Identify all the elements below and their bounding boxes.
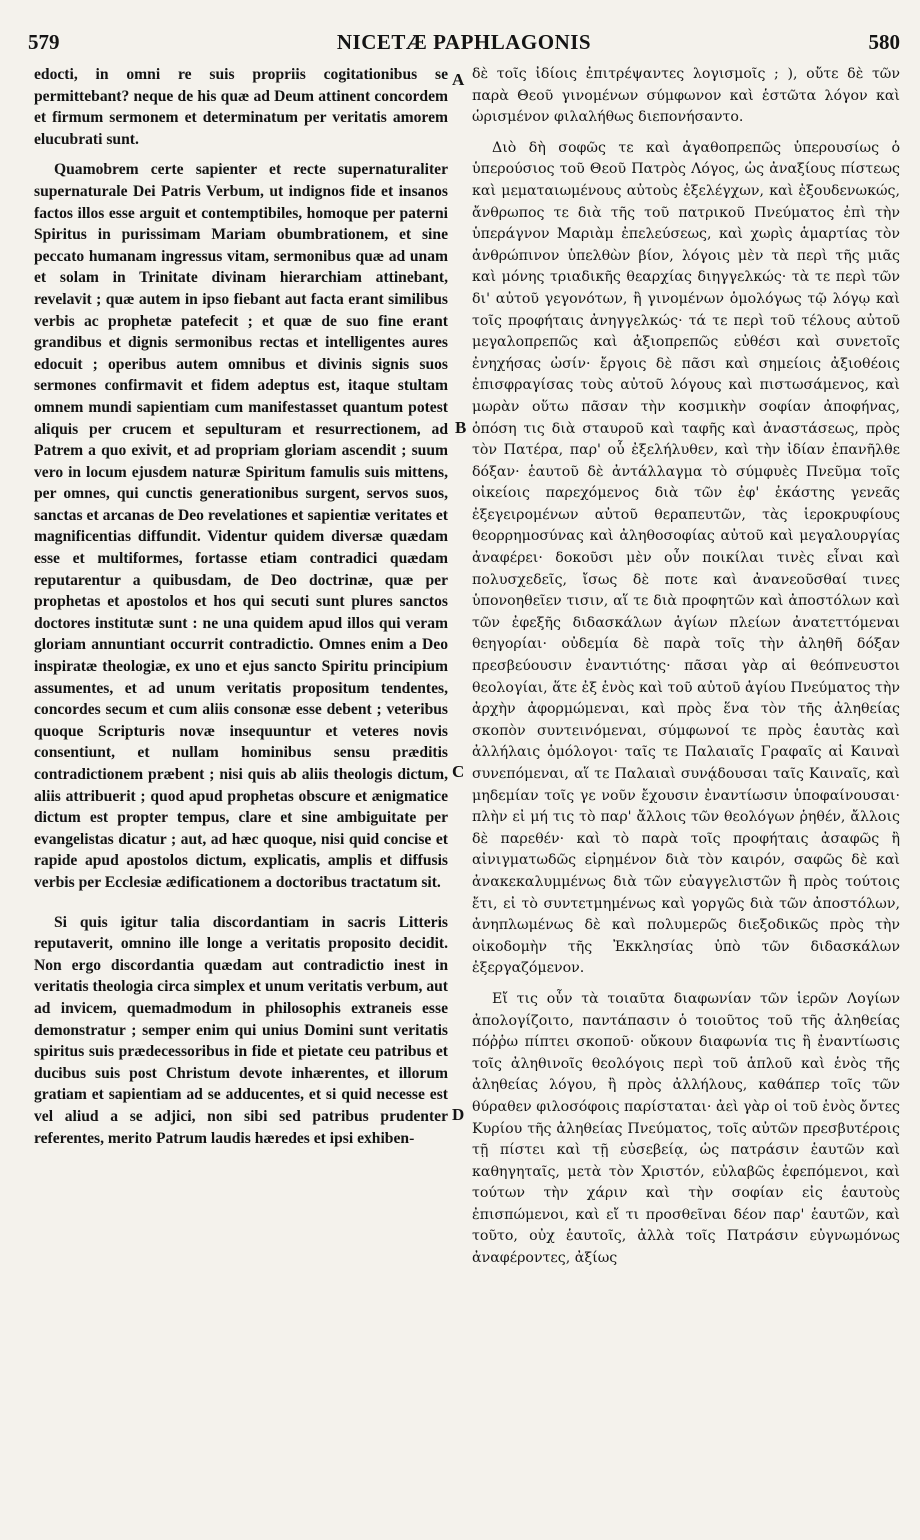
page-number-left: 579 — [28, 30, 60, 54]
running-header — [28, 30, 900, 64]
latin-paragraph: edocti, in omni re suis propriis cogitationibus se permittebant? neque de his quæ ad Deum attinent concordem et firmum sermonem et determinatum per veritatis amorem elucubrati sunt. — [34, 66, 448, 148]
margin-letter-d: D — [452, 1105, 465, 1124]
margin-letter-a: A — [452, 70, 465, 89]
margin-letter-c: C — [452, 762, 465, 781]
latin-paragraph: Si quis igitur talia discordantiam in sacris Litteris reputaverit, omnino ille longe a veritatis proposito decidit. Non ergo discordantia quædam aut contradictio inest in veritatis theologia circa simplex et unum veritatis verbum, aut ad invicem, quemadmodum in philosophis extraneis esse demonstratur ; semper enim qui unius Domini sunt veritatis spiritus suis prædecessoribus in fide et pietate ceu patribus et ducibus suis post Christum devote inhærentes, et illorum gratiam et sapientiam ad se adducentes, et si quid necesse est vel aliud a se adjici, non sibi sed patribus prudenter referentes, merito Patrum laudis hæredes et ipsi exhiben- — [34, 913, 448, 1147]
running-title: NICETÆ PAPHLAGONIS — [336, 30, 592, 54]
greek-paragraph: Εἴ τις οὖν τὰ τοιαῦτα διαφωνίαν τῶν ἱερῶν Λογίων ἀπολογίζοιτο, παντάπασιν ὁ τοιοῦτος τοῦ τῆς ἀληθείας πόῤῥω πίπτει σκοποῦ· οὔκουν διαφωνία τις ἢ ἐναντίωσις τοῖς ἀληθινοῖς θεολόγοις περὶ τοῦ ἁπλοῦ καὶ ἑνὸς τῆς ἀληθείας λόγου, ἢ πρὸς ἀλλήλους, καθάπερ τοῖς τῶν θύραθεν φιλοσόφοις παρίσταται· ἀεὶ γὰρ οἱ τοῦ ἑνὸς ὄντες Κυρίου τῆς ἀληθείας Πνεύματος, τοῖς αὐτῶν πρεσβυτέροις τῇ πίστει καὶ τῇ εὐσεβείᾳ, ὡς πατράσιν ἑαυτῶν καὶ καθηγηταῖς, μετὰ τὸν Χριστόν, εὐλαβῶς ἐφεπόμενοι, καὶ τούτων τὴν χάριν καὶ τὴν σοφίαν εἰς ἑαυτοὺς ἐπισπώμενοι, καὶ εἴ τι προσθεῖναι δέον παρ' ἑαυτῶν, καὶ τοῦτο, οὐχ ἑαυτοῖς, ἀλλὰ τοῖς Πατράσιν εὐγνωμόνως ἀναφέροντες, ἀξίως — [472, 990, 900, 1267]
latin-paragraph: Quamobrem certe sapienter et recte supernaturaliter supernaturale Dei Patris Verbum, ut indignos fide et insanos factos illos esse arguit et contemptibiles, homoque per paterni Spiritus in purissimam Mariam obumbrationem, et sine peccato humanam ingressus vitam, sermonibus quæ ad unam et solam in Trinitate divinam hierarchiam attinebant, revelavit ; quæ autem in ipso fiebant aut facta erant similibus verbis ac prophetæ patefecit ; et quæ de suo fine erant grandibus et dignis sermonibus rectas et intelligentes aures edocuit ; operibus autem omnibus et divinis signis suos sermones confirmavit et fidem adeptus est, itaque stultam omnem mundi sapientiam cum manifestasset quantum potest aliquis per crucem et sepulturam et resurrectionem, ad Patrem a quo exivit, et ad propriam gloriam ascendit ; suum vero in locum ejusdem naturæ Spiritum famulis suis mittens, per omnes, qui cunctis generationibus surgent, servos suos, sanctas et arcanas de Deo revelationes et sapientiæ veritates et magnificentias diffundit. Videntur quidem diversæ quædam esse et multiformes, fortasse etiam contradici quædam reputarentur a quibusdam, de Deo doctrinæ, quæ per prophetas et apostolos et hos qui secuti sunt plures sanctos doctores institutæ sunt : ne una quidem apud illos qui veram gloriam annuntiant occurrit contradictio. Omnes enim a Deo inspiratæ theologiæ, ex uno et ejus sancto Spiritu principium assumentes, et ad unum veritatis propositum tendentes, concordes secum et cum aliis consonæ esse debent ; veteribus quoque Scripturis novæ insequuntur et veteres novis consentiunt, et nullam hominibus sensu præditis contradictionem præbent ; nisi quis ab aliis theologis dictum, aliis attribuerit ; quod apud prophetas obscure et ænigmatice dictum est propter tempus, clare et sine ambiguitate per evangelistas dicatur ; aut, ad hæc quoque, nisi quid concise et rapide apud apostolos dictum, explicatis, amplis et diffusis verbis per Ecclesiæ ædificationem a doctoribus tractatum sit. — [34, 161, 448, 891]
greek-paragraph: δὲ τοῖς ἰδίοις ἐπιτρέψαντες λογισμοῖς ; ), οὔτε δὲ τῶν παρὰ Θεοῦ γινομένων σύμφωνον καὶ ἑστῶτα λόγον καὶ ὡρισμένον φιλαλήθως διεπονήσαντο. — [472, 66, 900, 126]
page-number-right: 580 — [868, 30, 900, 54]
latin-column — [34, 64, 448, 1158]
greek-column — [472, 64, 900, 1279]
greek-paragraph: Διὸ δὴ σοφῶς τε καὶ ἀγαθοπρεπῶς ὑπερουσίως ὁ ὑπερούσιος τοῦ Θεοῦ Πατρὸς Λόγος, ὡς ἀναξίους πίστεως καὶ μεματαιωμένους αὐτοὺς ἐξελέγχων, καὶ ἐξουδενωκώς, ἄνθρωπος τε διὰ τῆς τοῦ πατρικοῦ Πνεύματος ἐπὶ τὴν ὑπεράγνον Μαριὰμ ἐπελεύσεως, καὶ χωρὶς ἁμαρτίας τὸν ἀνθρώπινον ὑπελθὼν βίον, λόγοις μὲν τὰ περὶ τῆς μιᾶς καὶ μόνης τριαδικῆς θεαρχίας διηγγελκώς· τὰ τε περὶ τῶν δι' αὐτοῦ γεγονότων, ἢ γινομένων ὁμολόγως τῷ λόγῳ καὶ τοῖς προφήταις ἀνηγγελκώς· τά τε περὶ τοῦ τέλους αὐτοῦ μεγαλοπρεπῶς καὶ ἀξιοπρεπῶς εὐθέσι καὶ συνετοῖς ἐνηχήσας ὠσίν· ἔργοις δὲ πᾶσι καὶ σημείοις ἀξιοθέοις ἐπισφραγίσας τοὺς αὐτοῦ λόγους καὶ πιστωσάμενος, καὶ μωρὰν οὕτω πᾶσαν τὴν κοσμικὴν σοφίαν ἀποφήνας, ὁπόση τις διὰ σταυροῦ καὶ ταφῆς καὶ ἀναστάσεως, πρὸς τὸν Πατέρα, παρ' οὗ ἐξελήλυθεν, καὶ τὴν ἰδίαν ἐπανῆλθε δόξαν· ἑαυτοῦ δὲ ἀντάλλαγμα τὸ σύμφυὲς Πνεῦμα τοῖς οἰκείοις παρεχόμενος διὰ τῶν ἐφ' ἑκάστης γενεᾶς ἐξεγειρομένων αὐτοῦ θεραπευτῶν, τὰς ἱεροκρυφίους θεορρημοσύνας καὶ ἀληθοσοφίας αὐτοῦ καὶ μεγαλουργίας ἀναφέρει· δοκοῦσι μὲν οὖν ποικίλαι τινὲς εἶναι καὶ πολυσχεδεῖς, ἴσως δὲ ποτε καὶ ἀνανεοῦσθαί τινες ὑπονοηθεῖεν τισιν, αἵ τε διὰ προφητῶν καὶ ἀποστόλων καὶ τῶν ἐφεξῆς διδασκάλων ἁγίων πλείων ἀνατεττόμεναι θεηγορίαι· οὐδεμία δὲ παρὰ τοῖς τὴν ἀληθῆ δόξαν πρεσβεύουσιν ἐναντιότης· πᾶσαι γὰρ αἱ θεόπνευστοι θεολογίαι, ἅτε ἐξ ἑνὸς καὶ τοῦ αὐτοῦ ἁγίου Πνεύματος τὴν ἀρχὴν ἀφορμώμεναι, καὶ πρὸς ἕνα τὸν τῆς ἀληθείας σκοπὸν συντεινόμεναι, σύμφωνοί τε πρὸς ἑαυτὰς καὶ ἀλλήλαις ὁμόλογοι· ταῖς τε Παλαιαῖς Γραφαῖς αἱ Καιναὶ συνεπόμεναι, αἵ τε Παλαιαὶ συνᾴδουσαι ταῖς Καιναῖς, καὶ μηδεμίαν τοῖς γε νοῦν ἔχουσιν ἐναντίωσιν ὑποφαίνουσαι· πλὴν εἰ μή τις τὸ παρ' ἄλλοις τῶν θεολόγων ῥηθέν, ἄλλοις δὲ παρεθέν· καὶ τὸ παρὰ τοῖς προφήταις ἀσαφῶς ἢ αἰνιγματωδῶς εἰρημένον διὰ τὸν καιρόν, σαφῶς δὲ καὶ ἀνακεκαλυμμένως διὰ τῶν εὐαγγελιστῶν ἢ πρὸς τούτοις ἔτι, εἰ τὸ συντετμημένως καὶ γοργῶς διὰ τῶν ἀποστόλων, ἀνηπλωμένως δὲ καὶ πολυμερῶς διεξοδικῶς πρὸς τὴν οἰκοδομὴν τῆς Ἐκκλησίας ὑπὸ τῶν διδασκάλων ἐξεργαζόμενον. — [472, 139, 900, 977]
margin-letter-b: B — [455, 418, 467, 437]
